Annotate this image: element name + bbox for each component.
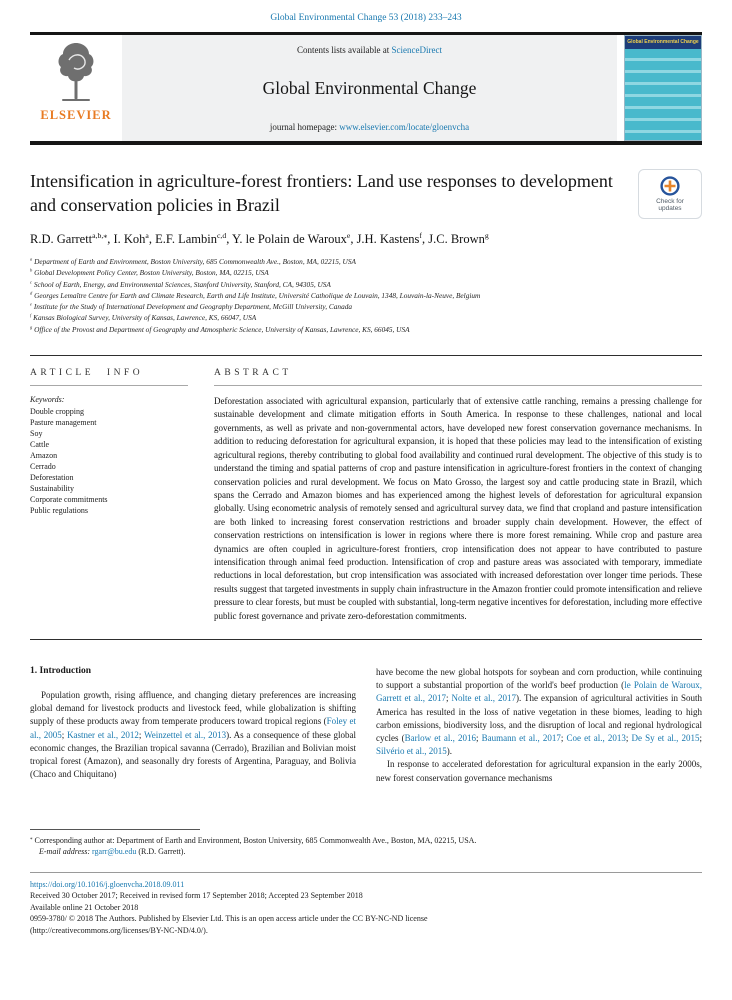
article-title: Intensification in agriculture-forest frontiers: Land use responses to development and conservation policies in Brazil [30,171,613,216]
superscript: g [484,230,489,240]
citation-link[interactable]: Kastner et al., 2012 [67,729,139,740]
keyword-item: Pasture management [30,418,97,428]
keyword-item: Amazon [30,451,58,461]
body-left-column [30,666,356,785]
text-span: ; [445,693,452,704]
superscript: a [145,230,149,240]
superscript: f [30,313,32,319]
author-list [30,232,702,247]
section-heading: 1. Introduction [30,665,92,676]
text-span: journal homepage: [269,122,340,132]
affiliation-line [30,290,702,301]
text-span: ; [138,729,145,740]
text-span: Georges Lemaître Centre for Earth and Climate Research, Earth and Life Institute, Université Catholique de Louvain, 1348, Louvain-la-Neuve, Belgium [32,290,481,300]
affiliation-line [30,324,702,335]
journal-cover-art [625,49,701,141]
paragraph [376,758,702,784]
received-dates: Received 30 October 2017; Received in revised form 17 September 2018; Accepted 23 September 2018 [30,891,363,901]
citation-link[interactable]: De Sy et al., 2015 [631,733,700,743]
masthead [30,35,702,141]
text-span: Corresponding author at: Department of Earth and Environment, Boston University, 685 Commonwealth Ave., Boston, MA, 02215, USA. [32,835,477,845]
journal-name: Global Environmental Change [262,78,477,98]
keyword-item: Cerrado [30,462,56,472]
text-span: Institute for the Study of International Development and Geography Department, McGill University, Canada [32,302,353,312]
journal-homepage-link[interactable]: www.elsevier.com/locate/gloenvcha [339,122,470,132]
body-right-column [376,666,702,785]
text-span: , E.F. Lambin [148,232,217,246]
text-span: ; [625,733,632,743]
text-span: have become the new global hotspots for soybean and corn production, while continuing to support a substantial proportion of the world's beef production ( [376,666,702,691]
citation-link[interactable]: Barlow et al., 2016 [404,733,476,743]
journal-citation-header: Global Environmental Change 53 (2018) 233–243 [270,13,462,23]
text-span: Department of Earth and Environment, Boston University, 685 Commonwealth Ave., Boston, MA, 02215, USA [32,257,356,266]
affiliations [30,256,702,335]
journal-homepage-line [130,122,609,132]
article-info-heading: ARTICLE INFO [30,368,188,386]
text-span: , J.C. Brown [422,232,485,246]
check-for-updates-badge[interactable] [638,169,702,219]
affiliation-line [30,279,702,290]
citation-link[interactable]: Weinzettel et al., 2013 [144,729,227,740]
text-span: Office of the Provost and Department of Geography and Atmospheric Science, University of Kansas, Lawrence, KS, 66045, USA [32,324,410,334]
text-span: ; [560,733,567,743]
publication-info [30,872,702,937]
text-span: ). The expansion of agricultural activities in South America has resulted in the loss of native vegetation in these biomes, leading to high carbon emissions, biodiversity loss, and the disruption of local and regional hydrological cycles ( [376,693,702,743]
text-span: ; [475,733,482,743]
article-info-column [30,368,188,623]
sciencedirect-link[interactable]: ScienceDirect [391,45,442,55]
body-columns [30,666,702,785]
superscript: a [30,256,33,262]
keywords-list [30,406,188,516]
keyword-item: Soy [30,429,43,439]
abstract-column [214,368,702,623]
text-span: In response to accelerated deforestation for agricultural expansion in the early 2000s, new forest conservation governance mechanisms [376,759,702,783]
license-line-1: 0959-3780/ © 2018 The Authors. Published by Elsevier Ltd. This is an open access article under the CC BY-NC-ND license [30,914,428,924]
superscript: b [30,267,33,273]
abstract-text: Deforestation associated with agricultural expansion, particularly that of extensive cattle ranching, remains a pressing challenge for sustainable development and climate mitigation efforts in South America. In response to these challenges, national and local governments, as well as private and non-governmental actors, have developed new forest conservation governance mechanisms. In addition to reducing deforestation for agricultural expansion, it is hoped that these policies may lead to the intensification of existing agricultural regions, thereby contributing to global food availability and continued rural development. The objective of this study is to understand the timing and spatial patterns of crop and pasture intensification in agriculture-forest frontiers in the context of changing conservation policies and rural development. We focus on Mato Grosso, the largest soy and cattle producing state in Brazil, which spans the Cerrado and Amazon biomes and has experienced among the highest levels of deforestation for agricultural expansion globally. Using econometric analysis of remotely sensed and agricultural survey data, we find that cropland and pasture intensification are both linked to increasing forest conservation restrictions and broader supply chain development. However, the effect of conservation restrictions on intensification is lower in regions where there is more forest remaining. While crop and pasture area dynamics are often coupled in agriculture-forest frontiers, crop intensification does not appear to have contributed to pasture intensification through animal feed production. Intensification of crop and pasture areas was associated with temporary, immediate reductions in local deforestation, but crop intensification was associated with increased deforestation over longer time periods. These results suggest that targeted investments in supply chain infrastructure in the Amazon frontier could promote intensification and relieve pressure to clear forests, but must be coupled with substantial, long-term negative incentives for deforestation, including more effective public forest governance and private zero-deforestation commitments. [214,396,702,621]
citation-link[interactable]: Foley et al., 2005 [30,716,357,740]
elsevier-logo [30,35,122,141]
keyword-item: Cattle [30,440,50,450]
text-span: R.D. Garrett [30,232,93,246]
text-span: Contents lists available at [297,45,392,55]
citation-link[interactable]: Coe et al., 2013 [566,733,626,743]
text-span: ; [61,729,68,740]
affiliation-line [30,256,702,267]
keyword-item: Deforestation [30,473,74,483]
text-span: Global Development Policy Center, Boston University, Boston, MA, 02215, USA [32,268,269,278]
citation-link[interactable]: Silvério et al., 2015 [376,746,447,757]
body-right-paragraphs [376,666,702,785]
text-span: ). [446,746,452,757]
masthead-center [122,35,617,141]
paragraph [376,666,702,758]
available-online: Available online 21 October 2018 [30,902,139,912]
title-row [30,169,702,219]
text-span: , I. Koh [107,232,146,246]
keyword-item: Public regulations [30,506,88,516]
superscript: a,b,⁎ [92,230,108,240]
text-span: Population growth, rising affluence, and changing dietary preferences are increasing global demand for livestock products and livestock feed, while globalization is shifting supply of these products away from temperate producers toward tropical regions ( [30,689,356,727]
superscript: c,d [216,230,227,240]
affiliation-line [30,267,702,278]
license-line-2: (http://creativecommons.org/licenses/BY-NC-ND/4.0/). [30,925,208,935]
body-left-paragraphs [30,689,356,781]
email-link[interactable]: rgarr@bu.edu [92,846,137,856]
citation-link[interactable]: Baumann et al., 2017 [481,733,561,743]
text-span: (R.D. Garrett). [136,846,186,856]
text-span: ; [699,733,702,743]
abstract-heading: ABSTRACT [214,368,702,386]
text-span: E-mail address: [39,846,93,856]
masthead-bottom-rule [30,141,702,145]
email-line [30,847,702,856]
elsevier-wordmark: ELSEVIER [40,108,112,122]
superscript: e [346,230,351,240]
journal-cover-thumbnail [624,35,702,141]
affiliation-line [30,301,702,312]
keywords-label: Keywords: [30,395,65,405]
text-span: School of Earth, Energy, and Environmental Sciences, Stanford University, Stanford, CA, 94305, USA [32,279,331,289]
keyword-item: Corporate commitments [30,495,108,505]
elsevier-tree-icon [53,40,99,106]
keyword-item: Double cropping [30,407,84,417]
corresponding-author-note [30,836,702,845]
footnote-rule [30,829,200,830]
contents-list-line [130,45,609,55]
keyword-item: Sustainability [30,484,74,494]
superscript: f [419,230,422,240]
paragraph [30,689,356,781]
text-span: , J.H. Kastens [350,232,420,246]
superscript: c [30,279,33,285]
text-span: , Y. le Polain de Waroux [226,232,347,246]
superscript: ⁎ [30,836,33,842]
text-span: Kansas Biological Survey, University of Kansas, Lawrence, KS, 66047, USA [31,313,257,323]
citation-link[interactable]: Nolte et al., 2017 [451,693,516,704]
publication-info-rule [30,872,702,873]
info-abstract-section [30,355,702,640]
footnote-block [30,829,702,856]
superscript: d [30,290,33,296]
affiliation-line [30,312,702,323]
citation-link[interactable]: le Polain de Waroux, Garrett et al., 2017 [376,680,703,704]
superscript: g [30,324,33,330]
doi-link[interactable]: https://doi.org/10.1016/j.gloenvcha.2018.09.011 [30,879,185,889]
superscript: e [30,301,33,307]
check-badge-label: Check for updates [656,197,684,212]
text-span: ). As a consequence of these global economic changes, the Brazilian tropical savanna (Cerrado), Brazilian and Bolivian moist tropical forest (Amazon), and seasonally dry forests of Argentina, Paraguay, and Bolivia (Chaco and Chiquitano) [30,729,356,780]
journal-cover-title: Global Environmental Change [625,36,701,49]
crossmark-icon [660,176,680,196]
